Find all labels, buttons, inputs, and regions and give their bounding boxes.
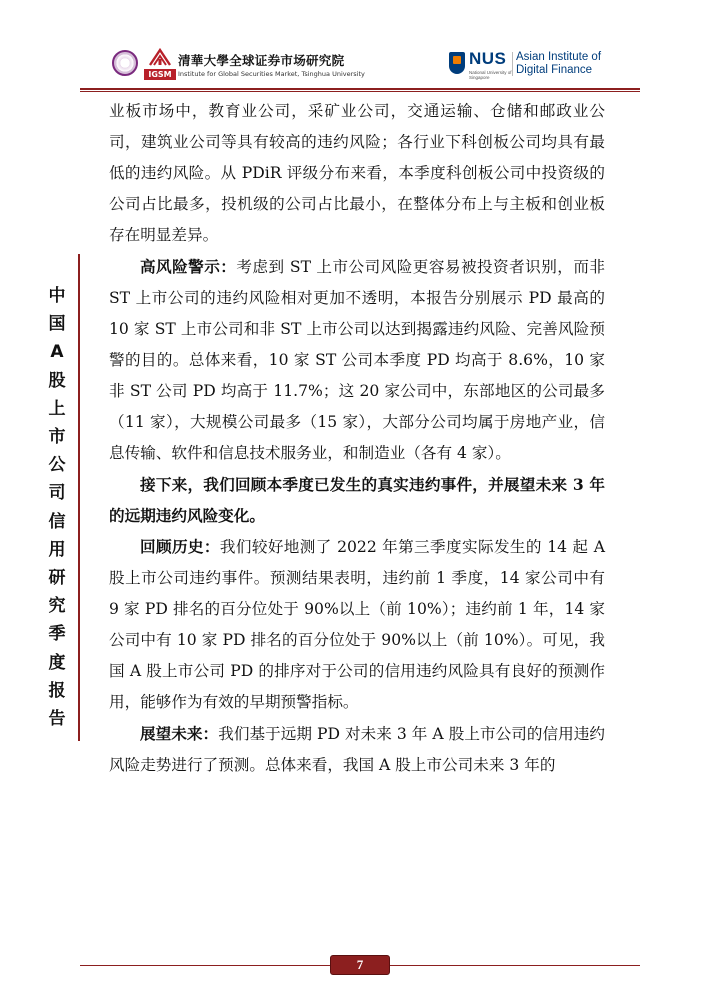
- page-number: 7: [356, 957, 364, 972]
- review-history-text: 我们较好地测了 2022 年第三季度实际发生的 14 起 A 股上市公司违约事件。预测结果表明，违约前 1 季度，14 家公司中有 9 家 PD 排名的百分位处于 90%以上（前 10%）；违约前 1 年，14 家公司中有 10 家 PD 排名的百分位处于 90%以上（前 10%）。可见，我国 A 股上市公司 PD 的排序对于公司的信用违约风险具有良好的预测作用，能够作为有效的早期预警指标。: [109, 538, 605, 711]
- paragraph-industry-risk: 业板市场中，教育业公司，采矿业公司，交通运输、仓储和邮政业公司，建筑业公司等具有较高的违约风险；各行业下科创板公司均具有最低的违约风险。从 PDiR 评级分布来看，本季度科创板公司中投资级的公司占比最多，投机级的公司占比最小，在整体分布上与主板和创业板存在明显差异。: [109, 102, 605, 244]
- aidf-name-line2: Digital Finance: [516, 64, 593, 76]
- high-risk-warning-text: 考虑到 ST 上市公司风险更容易被投资者识别，而非 ST 上市公司的违约风险相对更加不透明，本报告分别展示 PD 最高的 10 家 ST 上市公司和非 ST 上市公司以达到揭露违约风险、完善风险预警的目的。总体来看，10 家 ST 公司本季度 PD 均高于 8.6%，10 家非 ST 公司 PD 均高于 11.7%；这 20 家公司中，东部地区的公司最多（11 家），大规模公司最多（15 家），大部分公司均属于房地产业，信息传输、软件和信息技术服务业，和制造业（各有 4 家）。: [109, 258, 605, 462]
- body-content: [109, 96, 605, 781]
- logo-divider: [512, 52, 513, 76]
- side-report-title: [42, 282, 72, 733]
- side-title-char: 度: [48, 652, 66, 673]
- high-risk-warning-heading: 高风险警示：: [140, 257, 237, 276]
- institute-name-cn: 清華大學全球证券市场研究院: [178, 53, 345, 68]
- side-title-char: 上: [48, 398, 66, 419]
- side-title-char: 股: [48, 370, 66, 391]
- tsinghua-seal-logo: [112, 50, 138, 76]
- aidf-name: [516, 51, 601, 77]
- side-title-char: 研: [48, 568, 66, 589]
- aidf-name-line1: Asian Institute of: [516, 51, 602, 63]
- page-number-badge: [330, 955, 390, 975]
- side-title-char: A: [50, 342, 64, 363]
- paragraph-transition: 接下来，我们回顾本季度已发生的真实违约事件，并展望未来 3 年的远期违约风险变化。: [109, 475, 605, 525]
- page-header: [0, 0, 710, 96]
- page-footer: [80, 955, 640, 975]
- paragraph-review-history: [109, 531, 605, 718]
- igsm-wordmark: IGSM: [144, 69, 176, 80]
- paragraph-high-risk-warning: [109, 251, 605, 469]
- outlook-heading: 展望未来：: [140, 724, 219, 743]
- nus-wordmark: NUS: [469, 49, 507, 68]
- side-title-char: 季: [48, 624, 66, 645]
- side-title-char: 报: [48, 680, 66, 701]
- header-rule: [80, 88, 640, 90]
- side-title-char: 告: [48, 709, 66, 730]
- header-rule-thin: [80, 91, 640, 92]
- paragraph-outlook: [109, 718, 605, 781]
- igsm-logo: [144, 47, 176, 81]
- side-title-char: 市: [48, 427, 66, 448]
- side-title-char: 司: [48, 483, 66, 504]
- side-title-char: 信: [48, 511, 66, 532]
- side-title-char: 公: [48, 455, 66, 476]
- side-title-char: 国: [48, 314, 66, 335]
- nus-subtitle: National University of Singapore: [469, 70, 512, 80]
- side-title-char: 究: [48, 596, 66, 617]
- side-title-char: 用: [48, 539, 66, 560]
- side-title-bar: [78, 254, 80, 741]
- institute-name-en: Institute for Global Securities Market, Tsinghua University: [178, 70, 365, 78]
- outlook-text: 我们基于远期 PD 对未来 3 年 A 股上市公司的信用违约风险走势进行了预测。总体来看，我国 A 股上市公司未来 3 年的: [109, 725, 605, 774]
- igsm-arch-icon: [148, 47, 172, 67]
- review-history-heading: 回顾历史：: [140, 537, 220, 556]
- nus-crest-icon: [449, 52, 465, 74]
- side-title-char: 中: [48, 286, 66, 306]
